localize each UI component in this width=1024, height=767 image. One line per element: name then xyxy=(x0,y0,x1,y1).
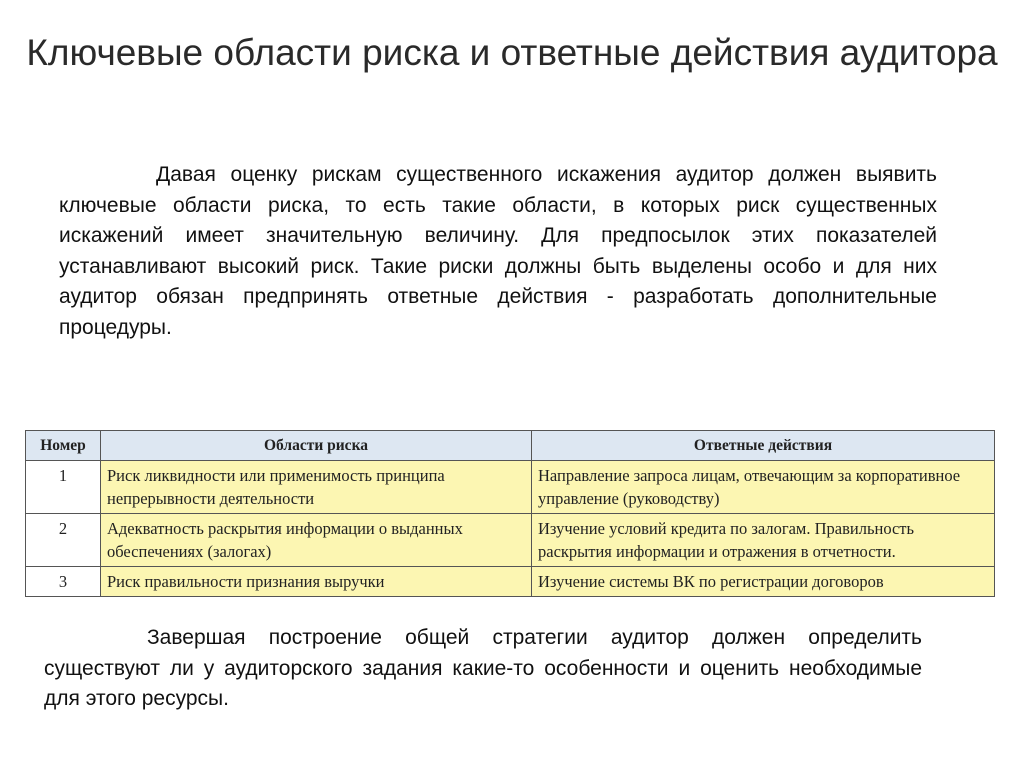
table-row xyxy=(26,567,995,597)
risk-table xyxy=(25,430,995,597)
response-action-cell: Изучение условий кредита по залогам. Правильность раскрытия информации и отражения в отчетности. xyxy=(532,514,995,567)
header-response-actions: Ответные действия xyxy=(532,431,995,461)
table-row xyxy=(26,514,995,567)
row-number: 2 xyxy=(26,514,101,567)
row-number: 3 xyxy=(26,567,101,597)
closing-paragraph: Завершая построение общей стратегии аудитор должен определить существуют ли у аудиторского задания какие-то особенности и оценить необходимые для этого ресурсы. xyxy=(44,626,922,711)
risk-area-cell: Адекватность раскрытия информации о выданных обеспечениях (залогах) xyxy=(101,514,532,567)
risk-area-cell: Риск ликвидности или применимость принципа непрерывности деятельности xyxy=(101,461,532,514)
response-action-cell: Изучение системы ВК по регистрации договоров xyxy=(532,567,995,597)
risk-area-cell: Риск правильности признания выручки xyxy=(101,567,532,597)
intro-paragraph: Давая оценку рискам существенного искажения аудитор должен выявить ключевые области риска, то есть такие области, в которых риск существенных искажений имеет значительную величину. Для предпосылок этих показателей устанавливают высокий риск. Такие риски должны быть выделены особо и для них аудитор обязан предпринять ответные действия - разработать дополнительные процедуры. xyxy=(59,163,937,339)
slide-title: Ключевые области риска и ответные действия аудитора xyxy=(26,32,998,73)
table-header-row xyxy=(26,431,995,461)
header-risk-areas: Области риска xyxy=(101,431,532,461)
row-number: 1 xyxy=(26,461,101,514)
response-action-cell: Направление запроса лицам, отвечающим за корпоративное управление (руководству) xyxy=(532,461,995,514)
header-number: Номер xyxy=(26,431,101,461)
table-row xyxy=(26,461,995,514)
